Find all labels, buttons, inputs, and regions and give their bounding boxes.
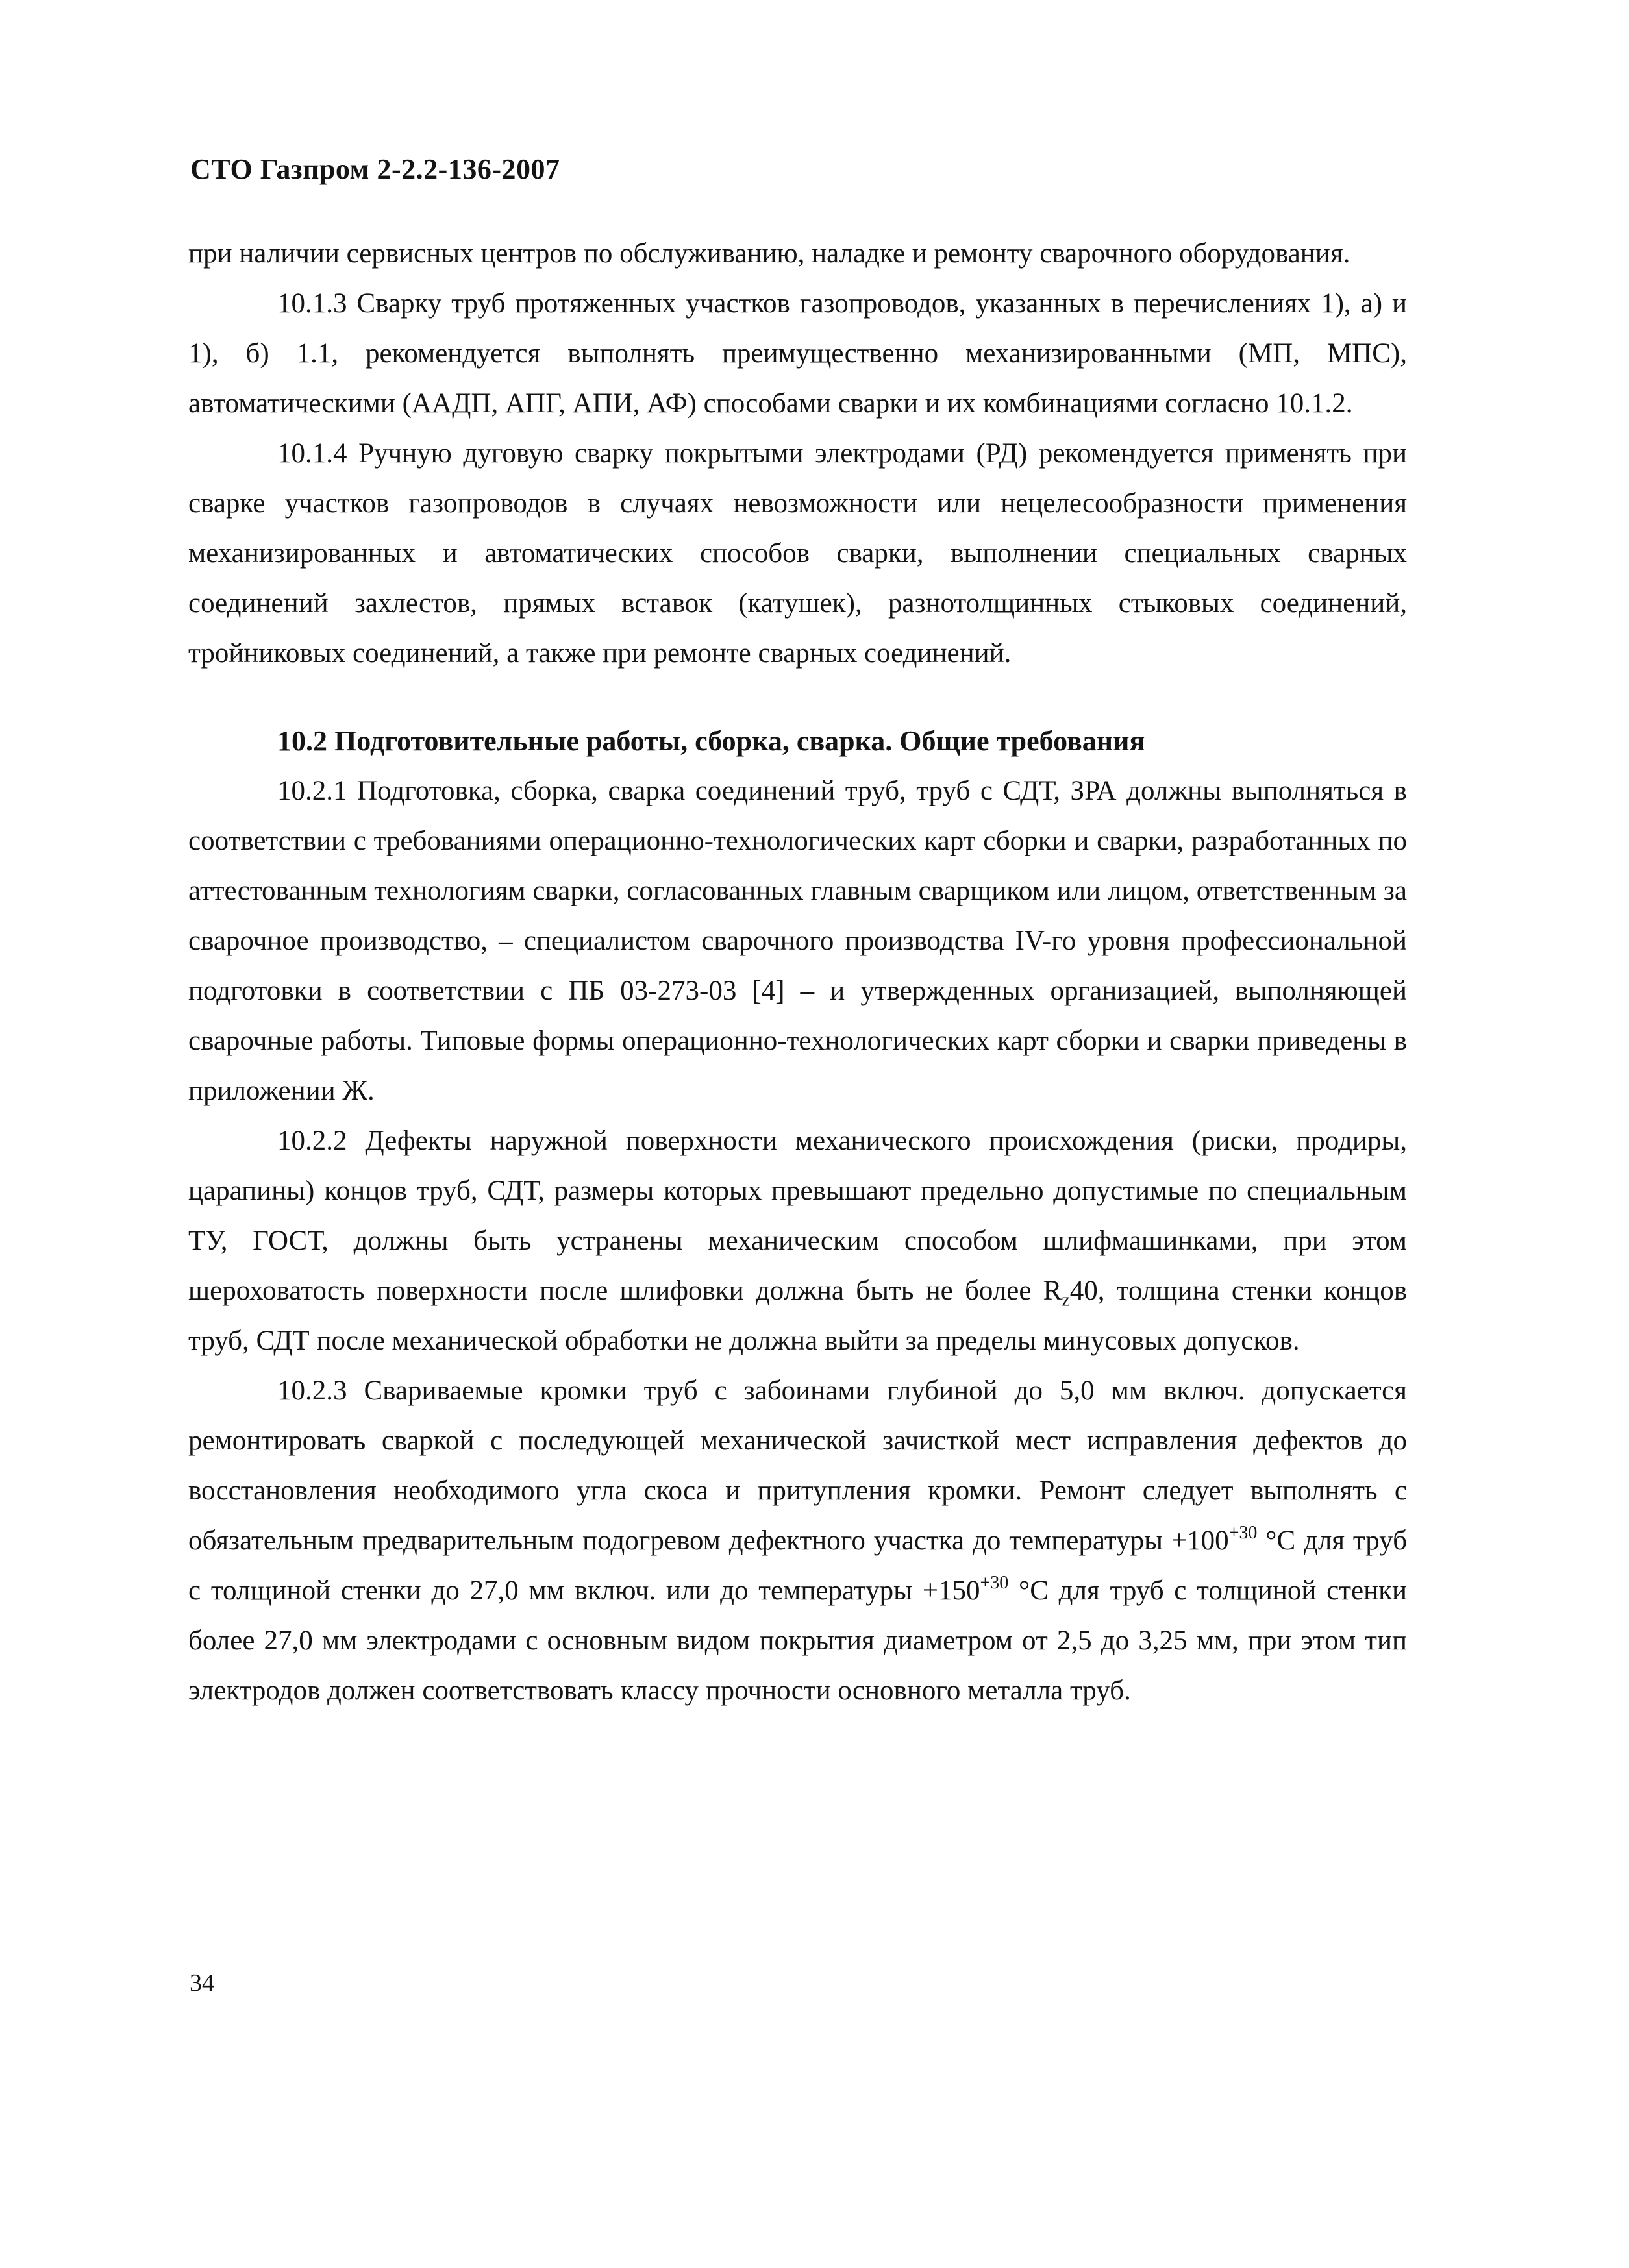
document-body	[188, 228, 1407, 1716]
paragraph-10-2-3-text-b: °С для труб с толщиной стенки до 27,0 мм включ. или до температуры +150	[188, 1525, 1407, 1606]
paragraph-10-2-2	[188, 1116, 1407, 1366]
paragraph-10-1-3: 10.1.3 Сварку труб протяженных участков газопроводов, указанных в перечислениях 1), а) и 1), б) 1.1, рекомендуется выполнять преимущественно механизированными (МП, МПС), автоматическими (ААДП, АПГ, АПИ, АФ) способами сварки и их комбинациями согласно 10.1.2.	[188, 288, 1407, 419]
section-heading-10-2: 10.2 Подготовительные работы, сборка, сварка. Общие требования	[277, 725, 1145, 757]
paragraph-10-1-4: 10.1.4 Ручную дуговую сварку покрытыми электродами (РД) рекомендуется применять при сварке участков газопроводов в случаях невозможности или нецелесообразности применения механизированных и автоматических способов сварки, выполнении специальных сварных соединений захлестов, прямых вставок (катушек), разнотолщинных стыковых соединений, тройниковых соединений, а также при ремонте сварных соединений.	[188, 438, 1407, 669]
paragraph-10-2-2-text-b: 40, толщина стенки концов труб, СДТ после механической обработки не должна выйти за пределы минусовых допусков.	[188, 1276, 1407, 1356]
temperature-tolerance-1: +30	[1228, 1522, 1258, 1543]
page-number: 34	[190, 1969, 214, 1997]
paragraph-10-2-3	[188, 1366, 1407, 1716]
paragraph-10-2-2-text-a: 10.2.2 Дефекты наружной поверхности механического происхождения (риски, продиры, царапины) концов труб, СДТ, размеры которых превышают предельно допустимые по специальным ТУ, ГОСТ, должны быть устранены механическим способом шлифмашинками, при этом шероховатость поверхности после шлифовки должна быть не более R	[188, 1126, 1407, 1306]
roughness-subscript: z	[1062, 1290, 1070, 1311]
paragraph-10-2-1: 10.2.1 Подготовка, сборка, сварка соединений труб, труб с СДТ, ЗРА должны выполняться в соответствии с требованиями операционно-технологических карт сборки и сварки, разработанных по аттестованным технологиям сварки, согласованных главным сварщиком или лицом, ответственным за сварочное производство, – специалистом сварочного производства IV-го уровня профессиональной подготовки в соответствии с ПБ 03-273-03 [4] – и утвержденных организацией, выполняющей сварочные работы. Типовые формы операционно-технологических карт сборки и сварки приведены в приложении Ж.	[188, 776, 1407, 1106]
paragraph-10-2-3-text-c: °С для труб с толщиной стенки более 27,0 мм электродами с основным видом покрытия диаметром от 2,5 до 3,25 мм, при этом тип электродов должен соответствовать классу прочности основного металла труб.	[188, 1575, 1407, 1706]
paragraph-continuation: при наличии сервисных центров по обслуживанию, наладке и ремонту сварочного оборудования.	[188, 238, 1350, 269]
temperature-tolerance-2: +30	[980, 1572, 1009, 1593]
document-header: СТО Газпром 2-2.2-136-2007	[190, 153, 560, 185]
paragraph-10-2-3-text-a: 10.2.3 Свариваемые кромки труб с забоинами глубиной до 5,0 мм включ. допускается ремонтировать сваркой с последующей механической зачисткой мест исправления дефектов до восстановления необходимого угла скоса и притупления кромки. Ремонт следует выполнять с обязательным предварительным подогревом дефектного участка до температуры +100	[188, 1375, 1407, 1556]
